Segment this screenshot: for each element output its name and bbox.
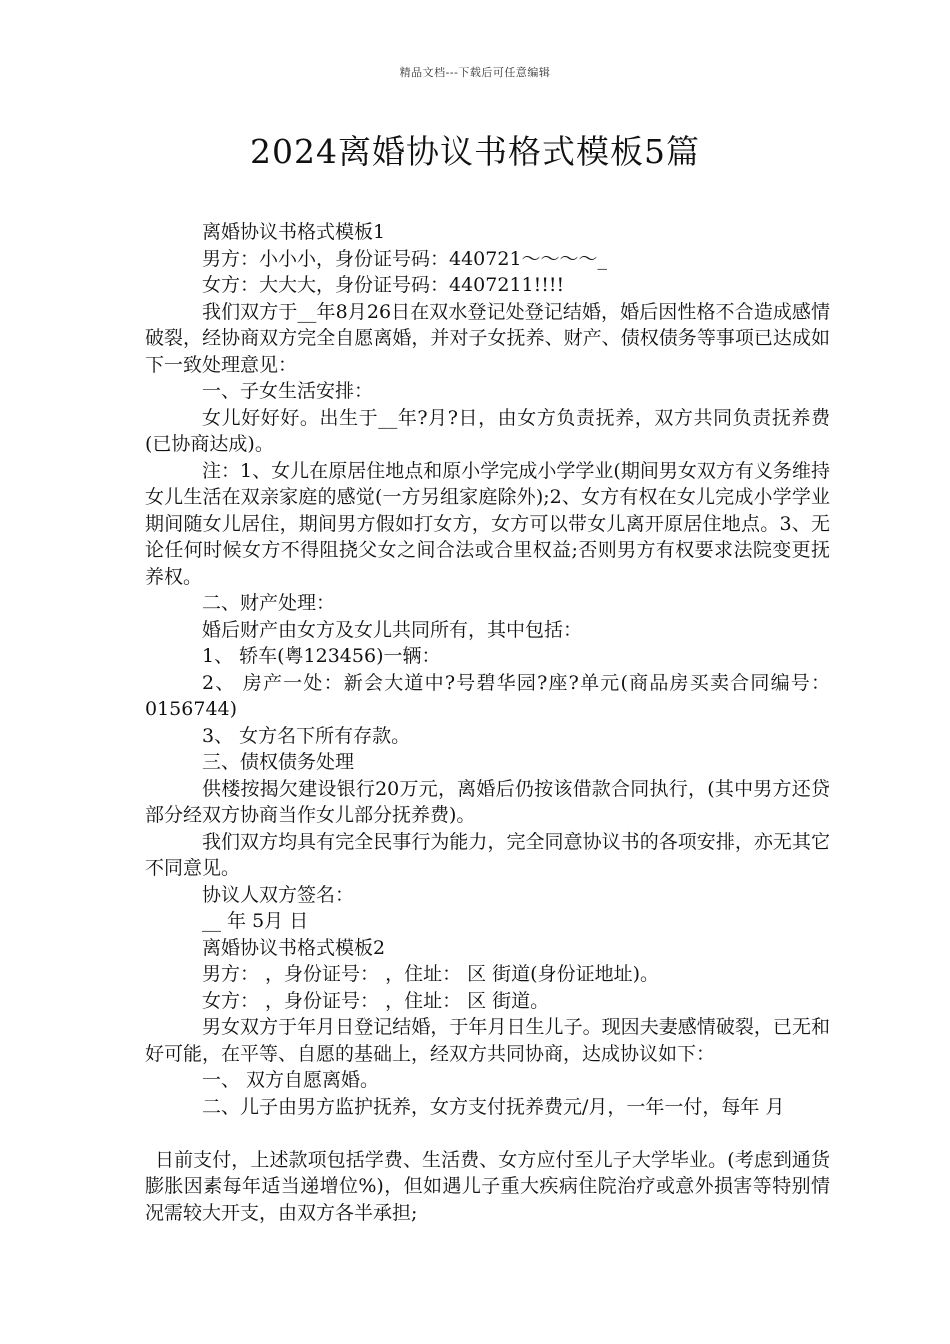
- section-heading-template-1: 离婚协议书格式模板1: [202, 221, 386, 243]
- document-title: 2024离婚协议书格式模板5篇: [250, 132, 700, 171]
- paragraph-agreement-intro: 我们双方于__年8月26日在双水登记处登记结婚，婚后因性格不合造成感情破裂，经协商双方完全自愿离婚，并对子女抚养、财产、债权债务等事项已达成如下一致处理意见：: [145, 300, 830, 376]
- header-note: 精品文档---下载后可任意编辑: [399, 66, 551, 79]
- heading-child-arrangement: 一、子女生活安排：: [202, 380, 374, 402]
- document-body: [145, 219, 830, 1226]
- list-item-car: 1、 轿车(粤123456)一辆：: [202, 645, 441, 667]
- paragraph-daughter-custody: 女儿好好好。出生于__年?月?日，由女方负责抚养，双方共同负责抚养费(已协商达成)。: [145, 406, 830, 455]
- clause-divorce: 一、 双方自愿离婚。: [202, 1069, 380, 1091]
- paragraph-capacity: 我们双方均具有完全民事行为能力，完全同意协议书的各项安排，亦无其它不同意见。: [145, 830, 830, 879]
- paragraph-marriage-statement: 男女双方于年月日登记结婚，于年月日生儿子。现因夫妻感情破裂，已无和好可能，在平等、自愿的基础上，经双方共同协商，达成协议如下：: [145, 1016, 830, 1065]
- section-heading-template-2: 离婚协议书格式模板2: [202, 936, 386, 959]
- list-item-savings: 3、 女方名下所有存款。: [202, 724, 411, 747]
- paragraph-wife-info-2: 女方： ，身份证号： ，住址： 区 街道。: [202, 989, 550, 1012]
- list-item-house: 2、 房产一处：新会大道中?号碧华园?座?单元(商品房买卖合同编号：0156744): [145, 671, 830, 720]
- paragraph-wife-info: 女方：大大大，身份证号码：4407211!!!!: [202, 274, 565, 296]
- heading-property: 二、财产处理：: [202, 592, 336, 614]
- paragraph-custody-notes: 注：1、女儿在原居住地点和原小学完成小学学业(期间男女双方有义务维持女儿生活在双亲家庭的感觉(一方另组家庭除外);2、女方有权在女儿完成小学学业期间随女儿居住，期间男方假如打女方，女方可以带女儿离开原居住地点。3、无论任何时候女方不得阻挠父女之间合法或合里权益;否则男方有权要求法院变更抚养权。: [145, 459, 830, 588]
- heading-debts: 三、债权债务处理: [202, 751, 355, 773]
- clause-son-custody: 二、儿子由男方监护抚养，女方支付抚养费元/月，一年一付，每年 月: [202, 1095, 785, 1118]
- paragraph-date-line: __ 年 5月 日: [202, 910, 309, 932]
- paragraph-husband-info: 男方：小小小，身份证号码：440721～～～～_: [202, 247, 608, 270]
- paragraph-payment-terms: 日前支付，上述款项包括学费、生活费、女方应付至儿子大学毕业。(考虑到通货膨胀因素每年适当递增位%)，但如遇儿子重大疾病住院治疗或意外损害等特别情况需较大开支，由双方各半承担;: [145, 1148, 830, 1224]
- paragraph-mortgage: 供楼按揭欠建设银行20万元，离婚后仍按该借款合同执行，(其中男方还贷部分经双方协商当作女儿部分抚养费)。: [145, 777, 830, 826]
- paragraph-husband-info-2: 男方： ，身份证号： ，住址： 区 街道(身份证地址)。: [202, 963, 659, 985]
- paragraph-signature-label: 协议人双方签名：: [202, 883, 355, 906]
- paragraph-property-intro: 婚后财产由女方及女儿共同所有，其中包括：: [202, 618, 583, 641]
- blank-line: [145, 1120, 830, 1147]
